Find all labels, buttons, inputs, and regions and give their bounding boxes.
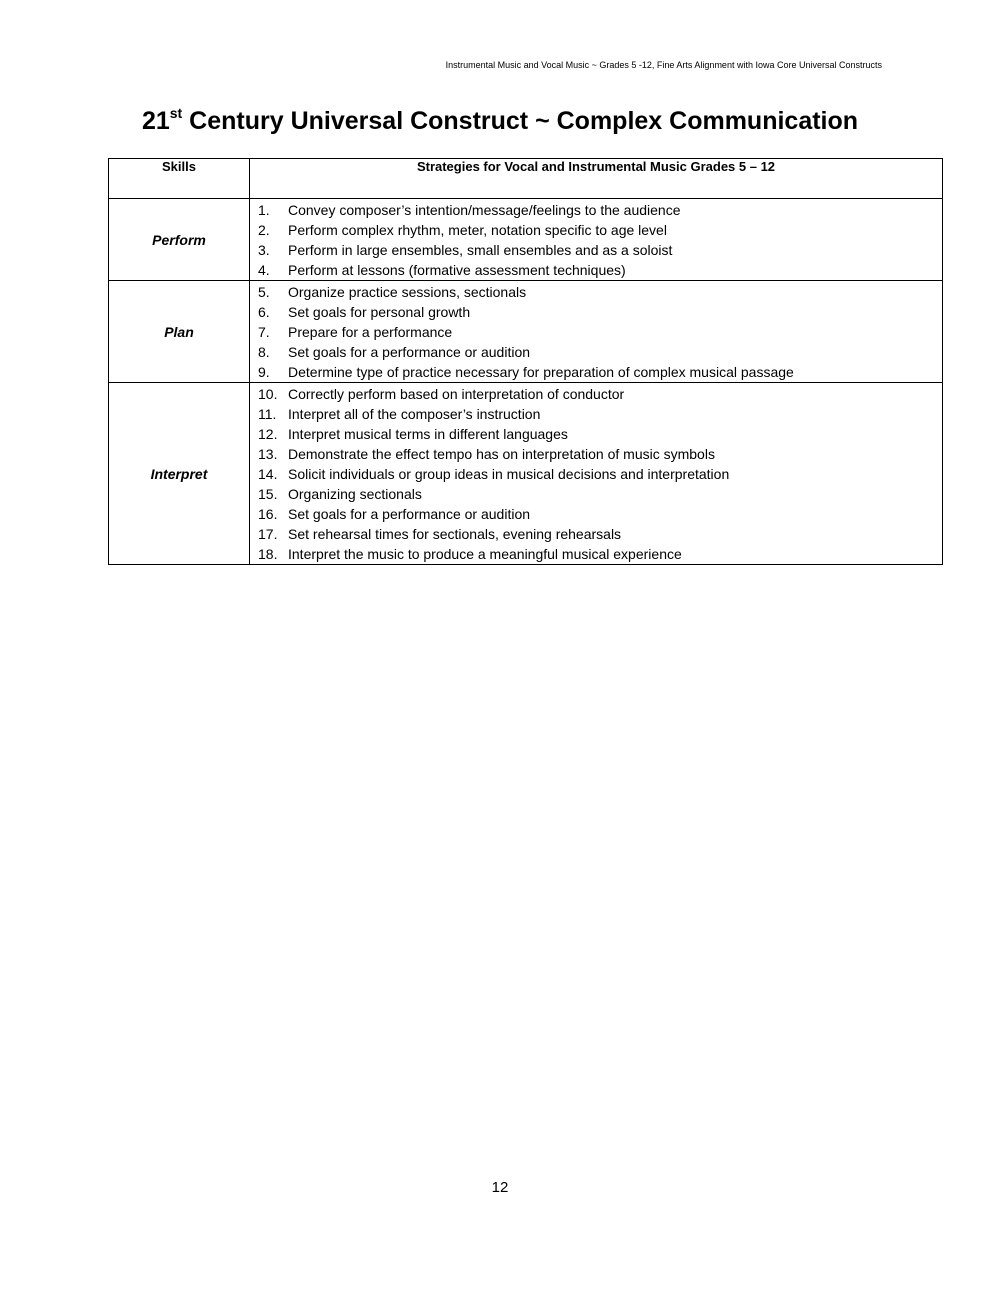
strategy-number: 12. (258, 426, 278, 442)
strategy-text: Correctly perform based on interpretation of conductor (288, 386, 625, 402)
strategy-text: Perform in large ensembles, small ensembles and as a soloist (288, 242, 673, 258)
strategy-number: 1. (258, 202, 270, 218)
strategy-number: 6. (258, 304, 270, 320)
strategy-text: Solicit individuals or group ideas in musical decisions and interpretation (288, 466, 730, 482)
strategy-text: Interpret musical terms in different languages (288, 426, 568, 442)
strategy-item (258, 302, 942, 322)
strategy-text: Interpret the music to produce a meaningful musical experience (288, 546, 682, 562)
strategy-item (258, 282, 942, 302)
strategy-list (258, 282, 942, 382)
strategy-number: 13. (258, 446, 278, 462)
strategy-item (258, 484, 942, 504)
strategy-item (258, 424, 942, 444)
strategy-number: 15. (258, 486, 278, 502)
strategies-cell (250, 383, 943, 565)
strategy-item (258, 240, 942, 260)
strategy-item (258, 464, 942, 484)
strategy-list (258, 200, 942, 280)
strategy-number: 5. (258, 284, 270, 300)
strategy-number: 2. (258, 222, 270, 238)
strategy-number: 10. (258, 386, 278, 402)
table-row (109, 383, 943, 565)
strategies-cell (250, 281, 943, 383)
strategy-list (258, 384, 942, 564)
strategies-cell (250, 199, 943, 281)
strategy-item (258, 200, 942, 220)
skill-cell: Interpret (109, 383, 250, 565)
strategy-number: 14. (258, 466, 278, 482)
table-body (109, 199, 943, 565)
strategy-item (258, 220, 942, 240)
strategy-item (258, 384, 942, 404)
page-title (0, 105, 1000, 137)
title-number: 21 (141, 107, 170, 135)
strategy-text: Organize practice sessions, sectionals (288, 284, 527, 300)
strategy-item (258, 260, 942, 280)
strategy-number: 9. (258, 364, 270, 380)
skill-cell: Plan (109, 281, 250, 383)
strategy-number: 11. (258, 406, 277, 422)
skills-column-header: Skills (109, 159, 250, 199)
strategy-text: Prepare for a performance (288, 324, 453, 340)
skill-cell: Perform (109, 199, 250, 281)
strategy-item (258, 524, 942, 544)
strategy-text: Set rehearsal times for sectionals, evening rehearsals (288, 526, 622, 542)
strategy-text: Set goals for a performance or audition (288, 344, 531, 360)
strategy-item (258, 322, 942, 342)
page-number: 12 (491, 1179, 509, 1196)
strategy-number: 8. (258, 344, 270, 360)
table-header-row (109, 159, 943, 199)
strategy-item (258, 342, 942, 362)
strategy-item (258, 404, 942, 424)
strategy-item (258, 362, 942, 382)
strategy-number: 4. (258, 262, 270, 278)
strategy-text: Perform complex rhythm, meter, notation specific to age level (288, 222, 667, 238)
strategy-text: Perform at lessons (formative assessment techniques) (288, 262, 626, 278)
title-superscript: st (169, 105, 183, 121)
strategy-text: Convey composer’s intention/message/feelings to the audience (288, 202, 681, 218)
strategy-text: Demonstrate the effect tempo has on interpretation of music symbols (288, 446, 715, 462)
strategies-column-header: Strategies for Vocal and Instrumental Music Grades 5 – 12 (250, 159, 943, 199)
strategy-text: Set goals for a performance or audition (288, 506, 531, 522)
strategy-number: 7. (258, 324, 270, 340)
table-row (109, 199, 943, 281)
strategy-text: Set goals for personal growth (288, 304, 471, 320)
running-header: Instrumental Music and Vocal Music ~ Grades 5 -12, Fine Arts Alignment with Iowa Core Universal Constructs (445, 60, 882, 70)
strategy-text: Organizing sectionals (288, 486, 422, 502)
strategy-number: 17. (258, 526, 278, 542)
strategy-number: 18. (258, 546, 278, 562)
strategy-item (258, 504, 942, 524)
skills-strategies-table (108, 158, 943, 565)
strategy-item (258, 444, 942, 464)
strategy-item (258, 544, 942, 564)
strategy-text: Determine type of practice necessary for preparation of complex musical passage (288, 364, 794, 380)
table-row (109, 281, 943, 383)
title-text: Century Universal Construct ~ Complex Communication (189, 107, 859, 135)
strategy-number: 3. (258, 242, 270, 258)
strategy-text: Interpret all of the composer’s instruction (288, 406, 541, 422)
strategy-number: 16. (258, 506, 278, 522)
